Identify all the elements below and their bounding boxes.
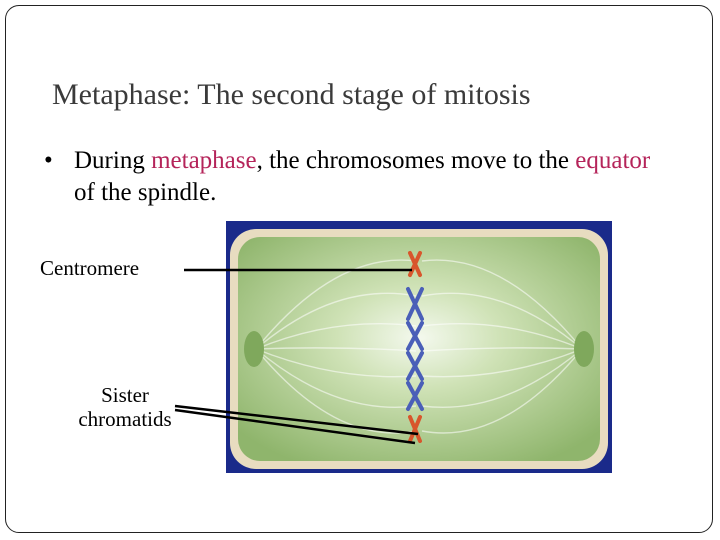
cell-illustration [226, 221, 612, 473]
bullet-marker: • [44, 147, 53, 174]
metaphase-cell-figure [226, 221, 612, 473]
label-centromere: Centromere [40, 256, 140, 280]
slide-title: Metaphase: The second stage of mitosis [52, 78, 531, 111]
bullet-point [44, 145, 664, 209]
bullet-middle: , the chromosomes move to the [256, 147, 576, 174]
label-sister-line1: Sister [101, 383, 149, 407]
highlight-metaphase: metaphase [151, 147, 257, 174]
label-sister-line2: chromatids [78, 407, 172, 431]
right-pole [574, 331, 594, 367]
highlight-equator: equator [575, 147, 651, 174]
left-pole [244, 331, 264, 367]
label-sister-chromatids [58, 383, 192, 431]
bullet-prefix: During [74, 147, 152, 174]
bullet-text [44, 145, 664, 209]
bullet-suffix: of the spindle. [74, 179, 217, 206]
